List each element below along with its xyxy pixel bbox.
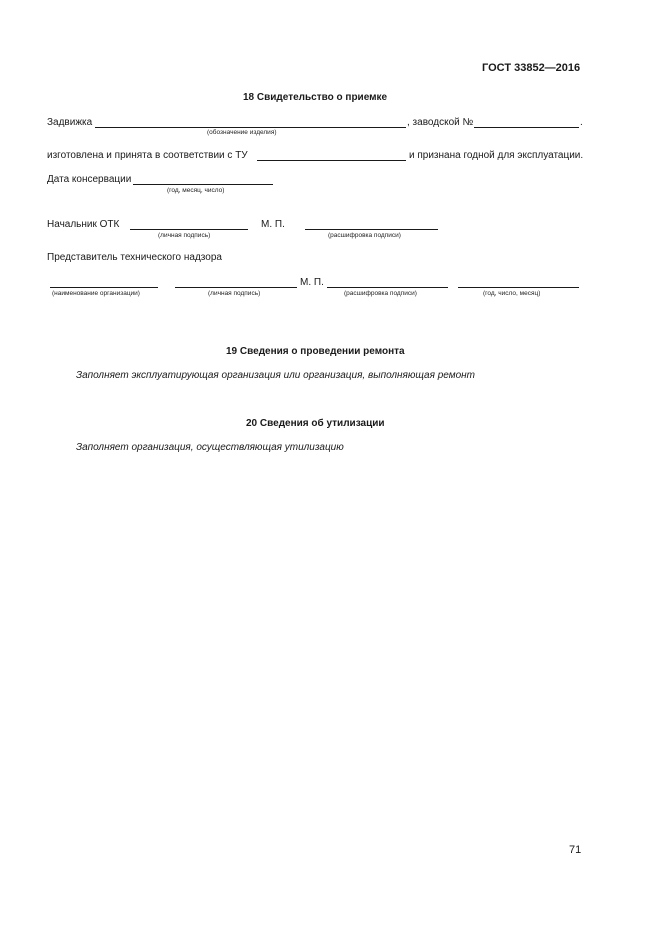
section-19-title: 19 Сведения о проведении ремонта — [226, 346, 405, 357]
supervisor-date-caption: (год, число, месяц) — [483, 290, 541, 297]
preservation-date-caption: (год, месяц, число) — [167, 187, 225, 194]
otk-decode-line — [305, 229, 438, 230]
section-18-title: 18 Свидетельство о приемке — [243, 92, 388, 103]
organization-line — [50, 287, 158, 288]
tech-supervision-label: Представитель технического надзора — [47, 252, 222, 263]
tu-line — [257, 160, 406, 161]
supervisor-signature-caption: (личная подпись) — [208, 290, 261, 297]
supervisor-decode-line — [327, 287, 448, 288]
otk-stamp-label: М. П. — [261, 219, 285, 230]
section-20-title: 20 Сведения об утилизации — [246, 418, 385, 429]
section-19-note: Заполняет эксплуатирующая организация или организация, выполняющая ремонт — [76, 370, 475, 381]
valve-designation-line — [95, 127, 406, 128]
preservation-date-line — [133, 184, 273, 185]
valve-designation-caption: (обозначение изделия) — [207, 129, 277, 136]
otk-signature-caption: (личная подпись) — [158, 232, 211, 239]
section-20-note: Заполняет организация, осуществляющая утилизацию — [76, 442, 344, 453]
serial-number-label: , заводской № — [407, 117, 474, 128]
supervisor-signature-line — [175, 287, 297, 288]
standard-number: ГОСТ 33852—2016 — [482, 62, 581, 74]
otk-head-label: Начальник ОТК — [47, 219, 120, 230]
otk-signature-line — [130, 229, 248, 230]
preservation-date-label: Дата консервации — [47, 174, 132, 185]
supervisor-date-line — [458, 287, 579, 288]
otk-decode-caption: (расшифровка подписи) — [328, 232, 401, 239]
organization-caption: (наименование организации) — [52, 290, 140, 297]
supervisor-stamp-label: М. П. — [300, 277, 324, 288]
serial-number-line — [474, 127, 579, 128]
row1-end-mark: . — [580, 117, 583, 128]
supervisor-decode-caption: (расшифровка подписи) — [344, 290, 417, 297]
valve-label: Задвижка — [47, 117, 93, 128]
tu-label: изготовлена и принята в соответствии с ТУ — [47, 150, 248, 161]
fit-for-use-text: и признана годной для эксплуатации. — [409, 150, 584, 161]
page-number: 71 — [569, 844, 582, 856]
